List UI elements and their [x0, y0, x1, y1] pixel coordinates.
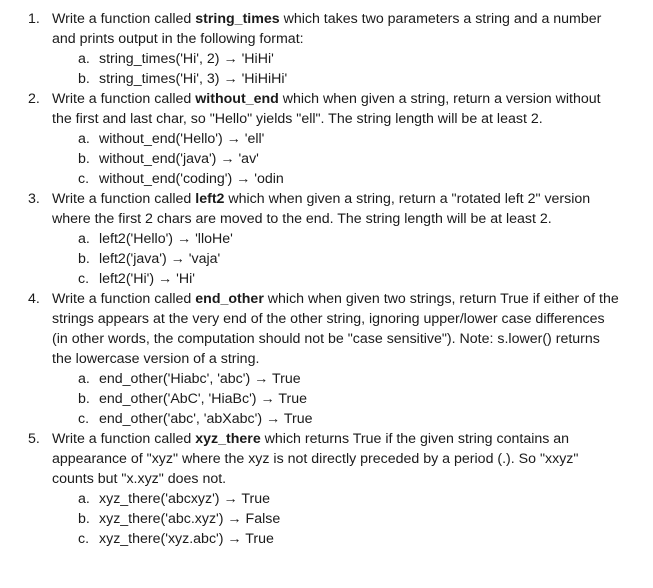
example-list — [52, 129, 623, 189]
example-item: a. left2('Hello') → 'lloHe' — [78, 231, 233, 247]
problem-number: 1. — [28, 11, 40, 27]
example-item: a. end_other('Hiabc', 'abc') → True — [78, 371, 301, 387]
problem-3 — [0, 189, 653, 289]
example-list — [52, 489, 623, 549]
problem-description: Write a function called string_times which takes two parameters a string and a number and prints output in the following format: — [52, 11, 602, 47]
example-item: c. xyz_there('xyz.abc') → True — [78, 531, 274, 547]
problem-5 — [0, 429, 653, 549]
problem-description: Write a function called without_end which when given a string, return a version without the first and last char, so "Hello" yields "ell". The string length will be at least 2. — [52, 91, 601, 127]
example-item: b. string_times('Hi', 3) → 'HiHiHi' — [78, 71, 288, 87]
problem-number: 3. — [28, 191, 40, 207]
example-list — [52, 49, 623, 89]
problem-2 — [0, 89, 653, 189]
example-item: b. end_other('AbC', 'HiaBc') → True — [78, 391, 307, 407]
function-name: left2 — [195, 191, 225, 207]
problem-number: 2. — [28, 91, 40, 107]
problem-description: Write a function called xyz_there which returns True if the given string contains an appearance of "xyz" where the xyz is not directly preceded by a period (.). So "xxyz" counts but "x.xyz" does not. — [52, 431, 579, 487]
example-item: c. end_other('abc', 'abXabc') → True — [78, 411, 313, 427]
example-item: a. string_times('Hi', 2) → 'HiHi' — [78, 51, 274, 67]
example-list — [52, 369, 623, 429]
exercise-document — [0, 9, 653, 549]
problem-description: Write a function called left2 which when given a string, return a "rotated left 2" version where the first 2 chars are moved to the end. The string length will be at least 2. — [52, 191, 591, 227]
example-item: c. left2('Hi') → 'Hi' — [78, 271, 195, 287]
example-item: a. xyz_there('abcxyz') → True — [78, 491, 270, 507]
example-item: a. without_end('Hello') → 'ell' — [78, 131, 265, 147]
example-item: b. xyz_there('abc.xyz') → False — [78, 511, 281, 527]
problem-1 — [0, 9, 653, 89]
example-item: c. without_end('coding') → 'odin — [78, 171, 284, 187]
problem-number: 4. — [28, 291, 40, 307]
function-name: without_end — [195, 91, 279, 107]
problem-4 — [0, 289, 653, 429]
function-name: xyz_there — [195, 431, 261, 447]
function-name: end_other — [195, 291, 264, 307]
example-item: b. without_end('java') → 'av' — [78, 151, 259, 167]
problem-description: Write a function called end_other which when given two strings, return True if either of the strings appears at the very end of the other string, ignoring upper/lower case differences (in other words, the computation should not be "case sensitive"). Note: s.lower() returns the lowercase version of a string. — [52, 291, 619, 367]
example-list — [52, 229, 623, 289]
function-name: string_times — [195, 11, 280, 27]
problem-number: 5. — [28, 431, 40, 447]
example-item: b. left2('java') → 'vaja' — [78, 251, 221, 267]
